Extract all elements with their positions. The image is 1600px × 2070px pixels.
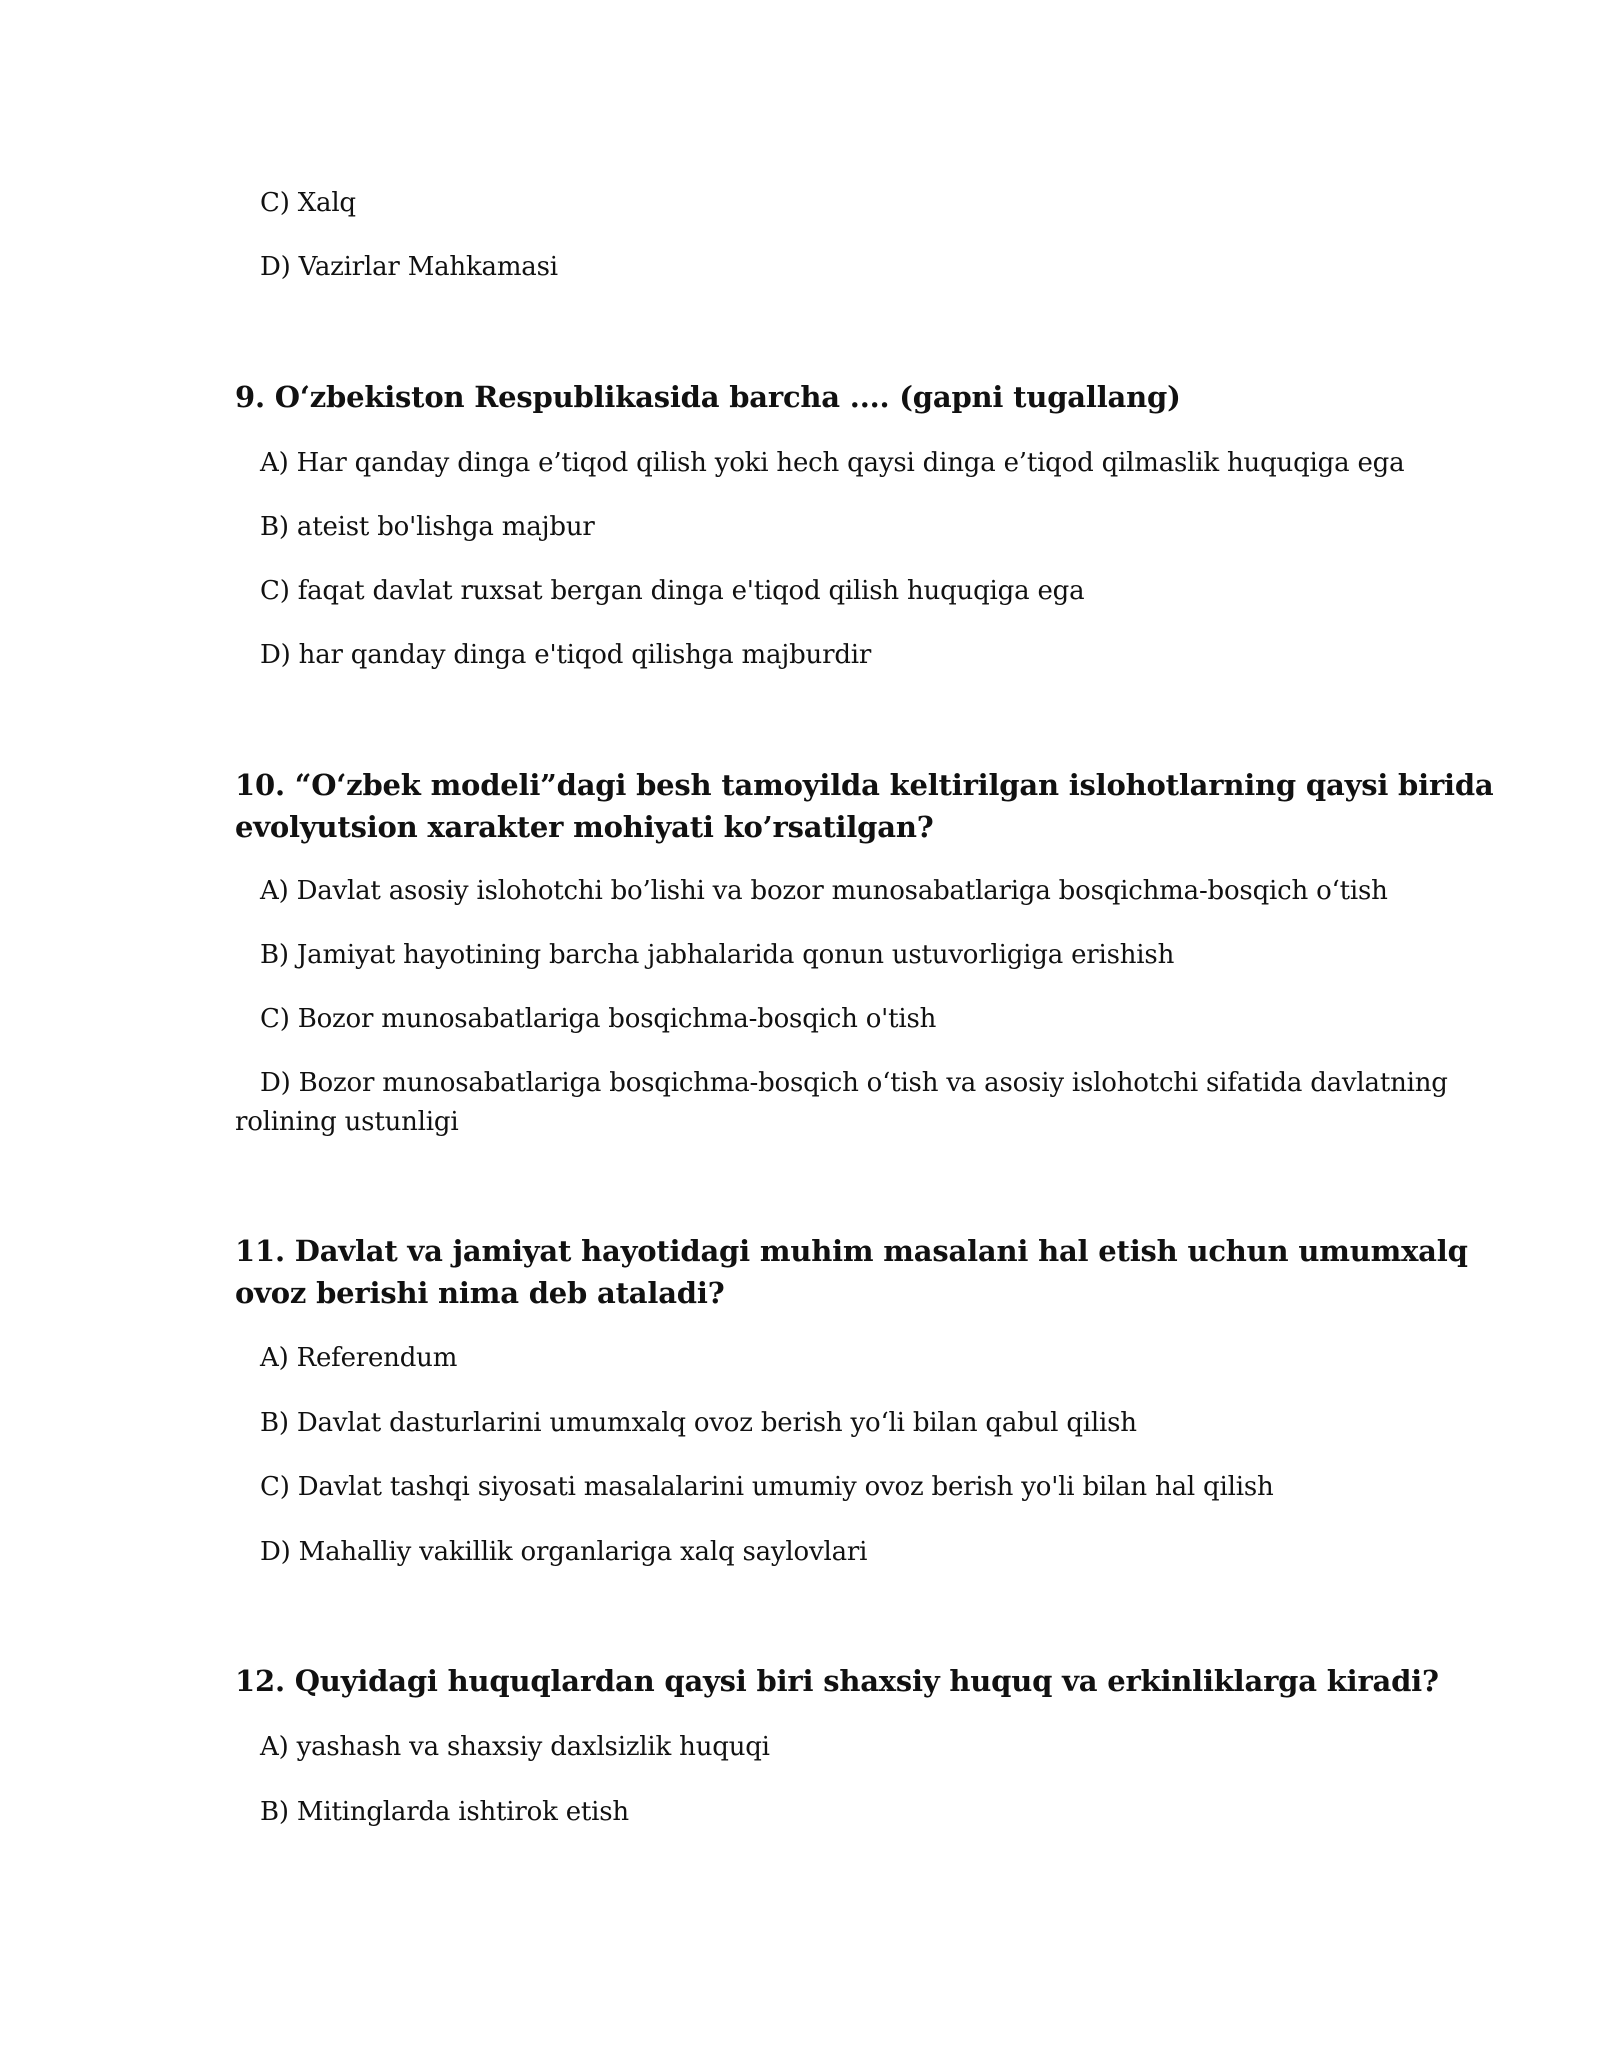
question-11-option-c: C) Davlat tashqi siyosati masalalarini umumiy ovoz berish yo'li bilan hal qilish <box>260 1472 1274 1502</box>
question-9-option-b: B) ateist bo'lishga majbur <box>260 512 595 542</box>
question-10-title-line-1: 10. “O‘zbek modeli”dagi besh tamoyilda keltirilgan islohotlarning qaysi birida <box>235 768 1494 802</box>
question-10-option-b: B) Jamiyat hayotining barcha jabhalarida qonun ustuvorligiga erishish <box>260 940 1175 970</box>
question-10-title-line-2: evolyutsion xarakter mohiyati ko’rsatilgan? <box>235 810 934 844</box>
question-10-option-a: A) Davlat asosiy islohotchi bo’lishi va bozor munosabatlariga bosqichma-bosqich o‘tish <box>260 876 1388 906</box>
question-11-option-a: A) Referendum <box>260 1343 458 1373</box>
question-12-title: 12. Quyidagi huquqlardan qaysi biri shaxsiy huquq va erkinliklarga kiradi? <box>235 1664 1439 1698</box>
question-10-option-c: C) Bozor munosabatlariga bosqichma-bosqich o'tish <box>260 1004 937 1034</box>
question-11-title-line-1: 11. Davlat va jamiyat hayotidagi muhim masalani hal etish uchun umumxalq <box>235 1234 1468 1268</box>
question-9-title: 9. O‘zbekiston Respublikasida barcha .... (gapni tugallang) <box>235 380 1181 414</box>
question-9-option-c: C) faqat davlat ruxsat bergan dinga e'tiqod qilish huquqiga ega <box>260 576 1085 606</box>
question-11-title-line-2: ovoz berishi nima deb ataladi? <box>235 1276 725 1310</box>
question-11-option-b: B) Davlat dasturlarini umumxalq ovoz berish yo‘li bilan qabul qilish <box>260 1408 1137 1438</box>
question-12-option-a: A) yashash va shaxsiy daxlsizlik huquqi <box>260 1732 770 1762</box>
question-11-option-d: D) Mahalliy vakillik organlariga xalq saylovlari <box>260 1537 868 1567</box>
question-10-option-d-continued: rolining ustunligi <box>235 1107 459 1137</box>
prev-option-d: D) Vazirlar Mahkamasi <box>260 252 558 282</box>
question-10-option-d: D) Bozor munosabatlariga bosqichma-bosqich o‘tish va asosiy islohotchi sifatida davlatning <box>260 1068 1448 1098</box>
question-9-option-d: D) har qanday dinga e'tiqod qilishga majburdir <box>260 640 872 670</box>
question-9-option-a: A) Har qanday dinga e’tiqod qilish yoki hech qaysi dinga e’tiqod qilmaslik huquqiga ega <box>260 448 1405 478</box>
question-12-option-b: B) Mitinglarda ishtirok etish <box>260 1797 629 1827</box>
prev-option-c: C) Xalq <box>260 188 356 218</box>
